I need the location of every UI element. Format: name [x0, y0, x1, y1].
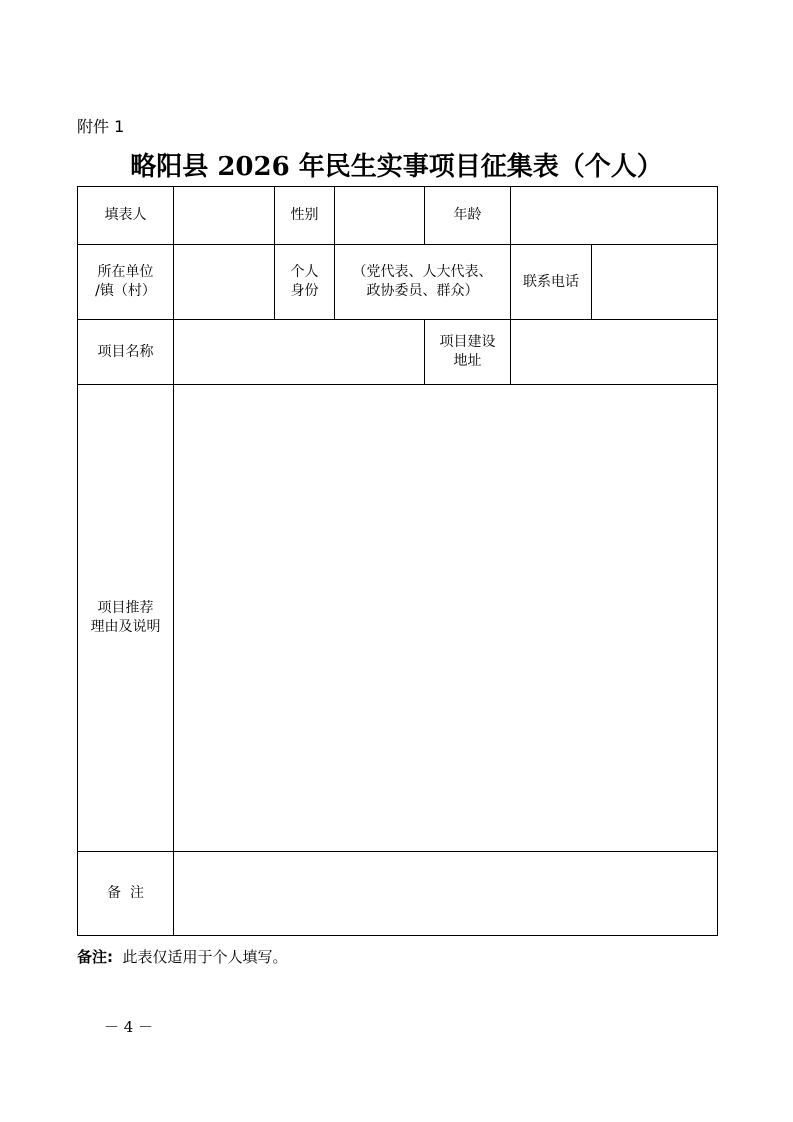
age-label: 年龄 [425, 187, 511, 245]
unit-label-line2: /镇（村） [95, 283, 156, 299]
form-row-remarks [78, 852, 718, 936]
gender-label: 性别 [275, 187, 335, 245]
project-address-label-line1: 项目建设 [439, 334, 496, 350]
identity-options-line2: 政协委员、群众） [366, 283, 479, 299]
reason-label-line1: 项目推荐 [97, 600, 154, 616]
footnote-label: 备注: [77, 948, 113, 966]
project-address-label-line2: 地址 [453, 353, 482, 369]
phone-input-cell[interactable] [592, 245, 718, 320]
remarks-input-cell[interactable] [174, 852, 718, 936]
identity-label [275, 245, 335, 320]
unit-input-cell[interactable] [174, 245, 275, 320]
identity-label-line2: 身份 [290, 283, 319, 299]
unit-label-line1: 所在单位 [97, 264, 154, 280]
unit-label [78, 245, 174, 320]
page-number: － 4 － [104, 1018, 154, 1036]
identity-options-line1: （党代表、人大代表、 [352, 264, 493, 280]
footnote [77, 947, 288, 967]
age-input-cell[interactable] [511, 187, 718, 245]
filler-input-cell[interactable] [174, 187, 275, 245]
footnote-text: 此表仅适用于个人填写。 [122, 948, 288, 966]
reason-input-cell[interactable] [174, 385, 718, 852]
identity-label-line1: 个人 [290, 264, 319, 280]
collection-form-table [77, 186, 718, 936]
form-row-reason [78, 385, 718, 852]
project-address-input-cell[interactable] [511, 320, 718, 385]
form-row-project [78, 320, 718, 385]
remarks-label: 备 注 [78, 852, 174, 936]
form-title: 略阳县 2026 年民生实事项目征集表（个人） [130, 152, 663, 182]
identity-options-cell[interactable] [335, 245, 511, 320]
project-address-label [425, 320, 511, 385]
project-name-input-cell[interactable] [174, 320, 425, 385]
form-row-unit [78, 245, 718, 320]
attachment-label: 附件 1 [77, 117, 125, 136]
form-row-basic [78, 187, 718, 245]
filler-label: 填表人 [78, 187, 174, 245]
reason-label-line2: 理由及说明 [90, 619, 161, 635]
reason-label [78, 385, 174, 852]
phone-label: 联系电话 [511, 245, 592, 320]
gender-input-cell[interactable] [335, 187, 425, 245]
project-name-label: 项目名称 [78, 320, 174, 385]
